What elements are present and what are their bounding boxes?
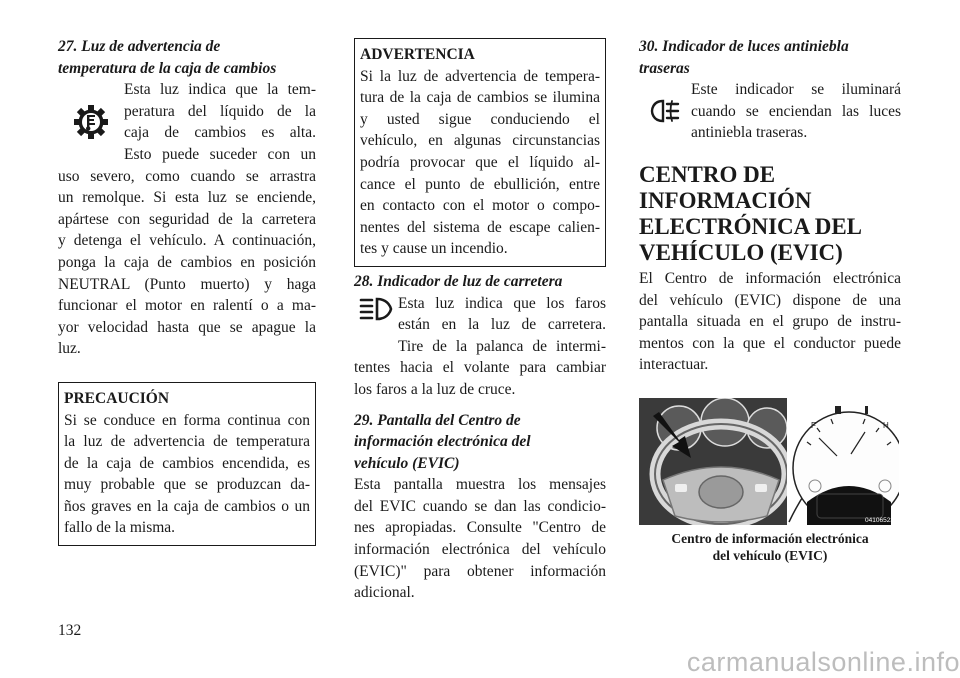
section-30-icon-block (639, 79, 901, 144)
text-line: adicional. (354, 584, 415, 602)
text-line: El Centro de información electrónica (639, 269, 901, 287)
text-line: muy probable que se produzcan da- (64, 476, 310, 494)
gauge-label-h: H (883, 420, 889, 430)
text-line: cance el punto de ebullición, entre (360, 175, 600, 193)
section-29 (354, 410, 606, 604)
heading-28: 28. Indicador de luz de carretera (354, 272, 563, 290)
caption-line: del vehículo (EVIC) (712, 547, 828, 563)
title-line: INFORMACIÓN (639, 187, 812, 213)
text-line: ponga la caja de cambios en posición (58, 253, 316, 271)
section-28-icon-block (354, 293, 606, 358)
figure-caption (639, 530, 901, 564)
evic-section-title (639, 162, 901, 266)
text-line: tura de la caja de cambios se ilumina (360, 89, 600, 107)
text-line: caja de cambios es alta. (124, 124, 316, 142)
text-line: luz. (58, 340, 81, 358)
caption-line: Centro de información electrónica (671, 530, 869, 546)
text-line: interactuar. (639, 356, 709, 374)
text-line: podría provocar que el líquido al- (360, 153, 600, 171)
text-line: de la caja de cambios encendida, es (64, 454, 310, 472)
text-line: ños graves en la caja de cambios o un (64, 497, 310, 515)
text-line: información electrónica del vehículo (354, 541, 606, 559)
evic-figure (639, 398, 899, 525)
text-line: Tire de la palanca de intermi- (398, 337, 606, 355)
rear-fog-light-indicator-icon (639, 79, 691, 143)
title-line: CENTRO DE (639, 161, 776, 187)
title-line: VEHÍCULO (EVIC) (639, 239, 843, 265)
text-line: Esta luz indica que la tem- (124, 81, 316, 99)
heading-27-line-2: temperatura de la caja de cambios (58, 59, 277, 77)
text-line: nes apropiadas. Consulte "Centro de (354, 519, 606, 537)
figure-code: 041065232 (865, 516, 898, 524)
transmission-temperature-warning-icon (58, 79, 124, 165)
gauge-label-f: F (811, 420, 816, 430)
watermark: carmanualsonline.info (686, 647, 960, 677)
text-line: antiniebla traseras. (691, 124, 808, 142)
text-line: la luz de advertencia de temperatura (64, 433, 310, 451)
heading-30-line-1: 30. Indicador de luces antiniebla (639, 38, 849, 55)
text-line: NEUTRAL (Punto muerto) y haga (58, 275, 316, 293)
column-1 (58, 36, 316, 546)
section-28-icon-text (398, 293, 606, 358)
text-line: apártese con seguridad de la carretera (58, 210, 316, 228)
heading-29-line-2: información electrónica del (354, 433, 531, 451)
text-line: Esta luz indica que los faros (398, 294, 606, 312)
text-line: y usted sigue conduciendo el (360, 110, 600, 128)
text-line: peratura del líquido de la (124, 102, 316, 120)
title-line: ELECTRÓNICA DEL (639, 213, 863, 239)
heading-29-line-3: vehículo (EVIC) (354, 454, 460, 472)
text-line: yor velocidad hasta que se apague la (58, 318, 316, 336)
text-line: Si la luz de advertencia de tempera- (360, 67, 600, 85)
section-27-icon-block (58, 79, 316, 165)
text-line: un remolque. Si esta luz se enciende, (58, 189, 316, 207)
text-line: cuando se enciendan las luces (691, 102, 901, 120)
text-line: Este indicador se iluminará (691, 81, 901, 99)
text-line: Esta pantalla muestra los mensajes (354, 476, 606, 494)
column-3 (639, 36, 901, 564)
section-27-body (58, 166, 316, 360)
text-line: funcionar el motor en ralentí o a ma- (58, 297, 316, 315)
text-line: uso severo, como cuando se arrastra (58, 167, 316, 185)
warning-title: ADVERTENCIA (360, 46, 475, 63)
text-line: mentos con la que el conductor puede (639, 334, 901, 352)
section-27-icon-text (124, 79, 316, 165)
heading-29-line-1: 29. Pantalla del Centro de (354, 411, 521, 429)
text-line: del vehículo (EVIC) dispone de una (639, 291, 901, 309)
text-line: los faros a la luz de cruce. (354, 380, 516, 398)
text-line: Esto puede suceder con un (124, 145, 316, 163)
text-line: tes y cause un incendio. (360, 240, 508, 258)
text-line: están en la luz de carretera. (398, 316, 606, 334)
text-line: (EVIC)" para obtener información (354, 562, 606, 580)
page-number: 132 (58, 622, 82, 639)
text-line: Si se conduce en forma continua con (64, 411, 310, 429)
text-line: pantalla situada en el grupo de instru- (639, 313, 901, 331)
text-line: vehículo, en algunas circunstancias (360, 132, 600, 150)
high-beam-indicator-icon (354, 293, 398, 357)
section-30-icon-text (691, 79, 901, 144)
text-line: tentes hacia el volante para cambiar (354, 359, 606, 377)
text-line: del EVIC cuando se dan las condicio- (354, 497, 606, 515)
caution-box (58, 382, 316, 546)
caution-title: PRECAUCIÓN (64, 389, 170, 407)
text-line: fallo de la misma. (64, 519, 176, 537)
text-line: y detenga el vehículo. A continuación, (58, 232, 316, 250)
heading-27-line-1: 27. Luz de advertencia de (58, 38, 221, 55)
column-2 (354, 38, 606, 604)
text-line: en contacto con el motor o compo- (360, 197, 600, 215)
text-line: nentes del sistema de escape calien- (360, 218, 600, 236)
heading-30-line-2: traseras (639, 59, 690, 77)
warning-box (354, 38, 606, 267)
steering-wheel-cluster-illustration (639, 398, 899, 525)
